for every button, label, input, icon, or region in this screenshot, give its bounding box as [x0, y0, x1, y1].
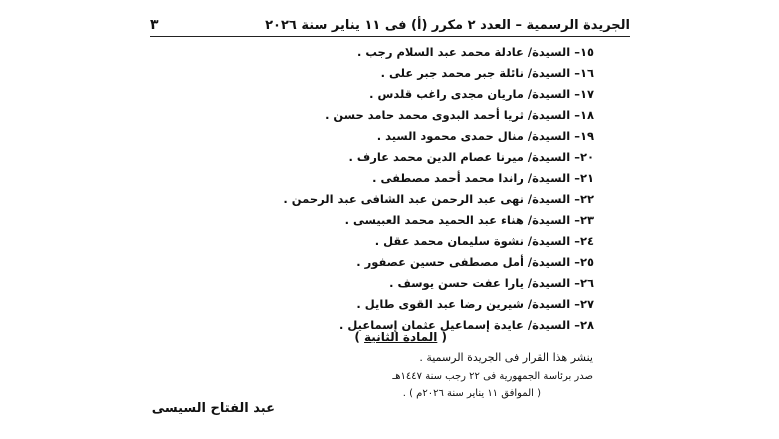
article-heading [354, 330, 447, 344]
list-item: ١٨– السيدة/ ثريا أحمد البدوى محمد حامد حسن . [325, 108, 594, 122]
list-item: ٢٨– السيدة/ عايدة إسماعيل عثمان إسماعيل . [339, 318, 594, 332]
gazette-title: الجريدة الرسمية – العدد ٢ مكرر (أ) فى ١١ يناير سنة ٢٠٢٦ [265, 18, 630, 33]
article-title: المادة الثانية [364, 330, 438, 344]
page-number: ٣ [150, 17, 159, 33]
list-item: ٢٣– السيدة/ هناء عبد الحميد محمد العبيسى . [344, 213, 594, 227]
names-list [174, 42, 594, 336]
article-open-paren: ( [441, 330, 447, 344]
list-item: ١٦– السيدة/ نائلة جبر محمد جبر على . [380, 66, 594, 80]
list-item: ١٧– السيدة/ ماريان مجدى راغب قلدس . [369, 87, 594, 101]
list-item: ٢٥– السيدة/ أمل مصطفى حسين عصفور . [356, 255, 594, 269]
list-item: ٢١– السيدة/ راندا محمد أحمد مصطفى . [372, 171, 594, 185]
signature-name: عبد الفتاح السيسى [151, 401, 275, 416]
publish-statement: ينشر هذا القرار فى الجريدة الرسمية . [419, 351, 593, 364]
corresponding-date: ( الموافق ١١ يناير سنة ٢٠٢٦م ) . [402, 388, 541, 399]
page-header [150, 14, 630, 37]
list-item: ١٩– السيدة/ منال حمدى محمود السيد . [376, 129, 594, 143]
list-item: ٢٠– السيدة/ ميرنا عصام الدين محمد عارف . [348, 150, 594, 164]
issued-statement: صدر برئاسة الجمهورية فى ٢٢ رجب سنة ١٤٤٧هـ [392, 371, 593, 382]
list-item: ٢٤– السيدة/ نشوة سليمان محمد عقل . [374, 234, 594, 248]
article-close-paren: ) [354, 330, 360, 344]
list-item: ١٥– السيدة/ عادلة محمد عبد السلام رجب . [356, 45, 594, 59]
list-item: ٢٧– السيدة/ شيرين رضا عبد القوى طايل . [356, 297, 594, 311]
list-item: ٢٢– السيدة/ نهى عبد الرحمن عبد الشافى عبد الرحمن . [283, 192, 594, 206]
list-item: ٢٦– السيدة/ يارا عفت حسن يوسف . [389, 276, 594, 290]
